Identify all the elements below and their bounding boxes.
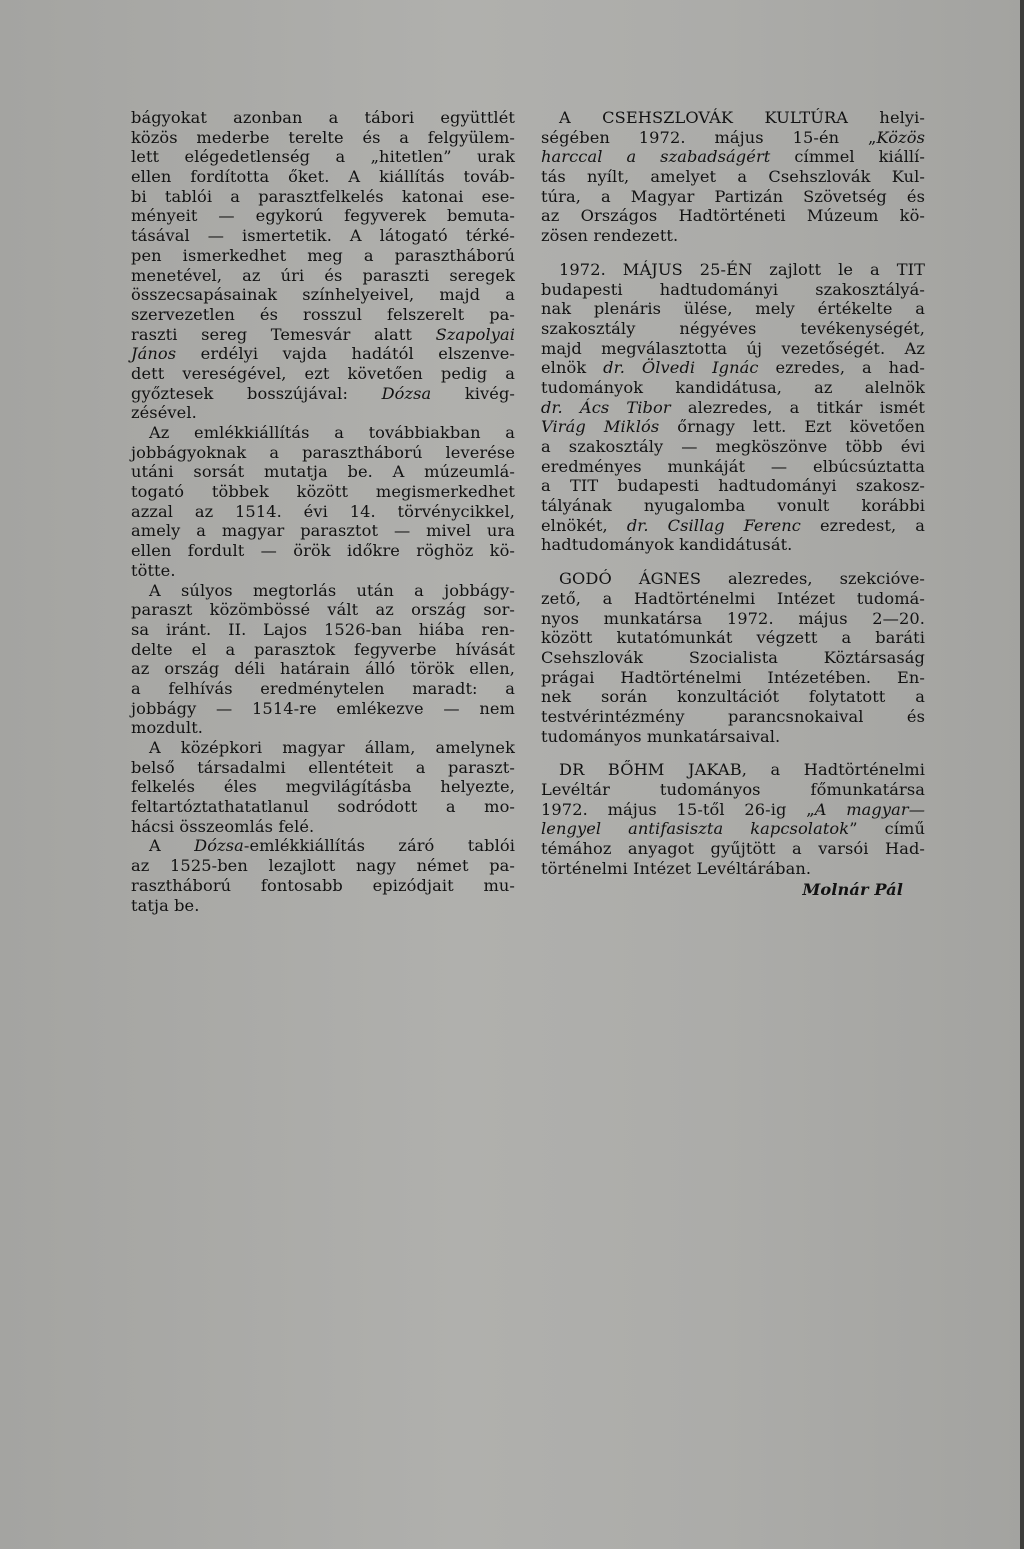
text-line: harccal a szabadságért címmel kiállí-	[541, 147, 925, 167]
text-line: témához anyagot gyűjtött a varsói Had-	[541, 839, 925, 859]
text-line: utáni sorsát mutatja be. A múzeumlá-	[131, 462, 515, 482]
text-line: lett elégedetlenség a „hitetlen” urak	[131, 147, 515, 167]
text-line: a szakosztály — megköszönve több évi	[541, 437, 925, 456]
text-line: felkelés éles megvilágításba helyezte,	[131, 777, 515, 797]
text-line: prágai Hadtörténelmi Intézetében. En-	[541, 667, 925, 687]
text-line: az ország déli határain álló török ellen,	[131, 659, 515, 679]
text-line: tudományok kandidátusa, az alelnök	[541, 377, 925, 397]
text-line: jobbágyoknak a parasztháború leverése	[131, 442, 515, 462]
text-line: történelmi Intézet Levéltárában.	[541, 858, 812, 878]
text-line: feltartóztathatatlanul sodródott a mo-	[131, 797, 515, 817]
text-line: dett vereségével, ezt követően pedig a	[131, 363, 515, 383]
text-line: togató többek között megismerkedhet	[131, 482, 515, 502]
text-line: raszti sereg Temesvár alatt Szapolyai	[131, 324, 515, 344]
text-line: dr. Ács Tibor alezredes, a titkár ismét	[541, 397, 925, 417]
page-edge	[1020, 0, 1024, 1549]
text-line: jobbágy — 1514-re emlékezve — nem	[131, 698, 515, 718]
text-line: majd megválasztotta új vezetőségét. Az	[541, 338, 925, 358]
text-line: tudományos munkatársaival.	[541, 726, 781, 746]
text-line: budapesti hadtudományi szakosztályá-	[541, 279, 925, 299]
text-line: elnök dr. Ölvedi Ignác ezredes, a had-	[541, 358, 925, 378]
text-line: nek során konzultációt folytatott a	[541, 687, 925, 707]
text-line: hácsi összeomlás felé.	[131, 816, 315, 836]
text-line: testvérintézmény parancsnokaival és	[541, 706, 925, 726]
text-line: GODÓ ÁGNES alezredes, szekcióve-	[559, 569, 925, 589]
text-line: a felhívás eredménytelen maradt: a	[131, 678, 515, 698]
text-line: 1972. május 15-től 26-ig „A magyar—	[541, 799, 926, 819]
text-line: Levéltár tudományos főmunkatársa	[541, 780, 925, 799]
text-line: az Országos Hadtörténeti Múzeum kö-	[541, 206, 925, 226]
text-line: János erdélyi vajda hadától elszenve-	[131, 344, 515, 364]
text-line: nyos munkatársa 1972. május 2—20.	[541, 608, 925, 628]
text-line: ellen fordította őket. A kiállítás továb-	[131, 167, 515, 187]
text-line: delte el a parasztok fegyverbe hívását	[131, 639, 515, 659]
text-line: amely a magyar parasztot — mivel ura	[131, 521, 515, 541]
paragraph-gap	[541, 555, 925, 569]
text-line: lengyel antifasiszta kapcsolatok” című	[541, 819, 925, 839]
text-line: bi tablói a parasztfelkelés katonai ese-	[131, 186, 515, 206]
text-line: szakosztály négyéves tevékenységét,	[541, 318, 925, 338]
text-line: tályának nyugalomba vonult korábbi	[541, 496, 925, 516]
text-line: a TIT budapesti hadtudományi szakosz-	[541, 476, 925, 496]
author-signature: Molnár Pál	[802, 880, 903, 900]
text-line: sa iránt. II. Lajos 1526-ban hiába ren-	[131, 619, 515, 639]
text-line: tás nyílt, amelyet a Csehszlovák Kul-	[541, 167, 925, 187]
text-line: pen ismerkedhet meg a parasztháború	[131, 245, 515, 265]
text-line: összecsapásainak színhelyeivel, majd a	[131, 285, 515, 305]
text-line: elnökét, dr. Csillag Ferenc ezredest, a	[541, 515, 926, 535]
text-line: belső társadalmi ellentéteit a paraszt-	[131, 757, 515, 777]
text-line: zető, a Hadtörténelmi Intézet tudomá-	[541, 588, 925, 608]
text-line: nak plenáris ülése, mely értékelte a	[541, 299, 925, 319]
left-column	[131, 108, 515, 915]
text-line: Az emlékkiállítás a továbbiakban a	[149, 423, 515, 442]
text-line: tatja be.	[131, 895, 200, 915]
paragraph-gap	[541, 246, 925, 260]
text-line: DR BŐHM JAKAB, a Hadtörténelmi	[559, 760, 925, 780]
text-line: menetével, az úri és paraszti seregek	[131, 265, 515, 285]
text-line: A súlyos megtorlás után a jobbágy-	[149, 580, 515, 600]
text-line: bágyokat azonban a tábori együttlét	[131, 108, 515, 127]
text-line: paraszt közömbössé vált az ország sor-	[131, 600, 515, 620]
text-line: Csehszlovák Szocialista Köztársaság	[541, 647, 925, 667]
text-line: között kutatómunkát végzett a baráti	[541, 628, 925, 648]
text-line: A CSEHSZLOVÁK KULTÚRA helyi-	[559, 108, 925, 127]
text-line: hadtudományok kandidátusát.	[541, 535, 793, 555]
text-line: zésével.	[131, 403, 197, 423]
text-line: tásával — ismertetik. A látogató térké-	[131, 226, 515, 246]
text-line: közös mederbe terelte és a felgyülem-	[131, 127, 515, 147]
text-line: az 1525-ben lezajlott nagy német pa-	[131, 856, 515, 876]
text-line: A középkori magyar állam, amelynek	[149, 738, 515, 757]
text-line: eredményes munkáját — elbúcsúztatta	[541, 456, 925, 476]
text-line: ményeit — egykorú fegyverek bemuta-	[131, 206, 515, 226]
paragraph-gap	[541, 746, 925, 760]
text-line: A Dózsa-emlékkiállítás záró tablói	[149, 836, 515, 856]
text-line: rasztháború fontosabb epizódjait mu-	[131, 875, 515, 895]
text-line: 1972. MÁJUS 25-ÉN zajlott le a TIT	[559, 259, 925, 279]
text-line: szervezetlen és rosszul felszerelt pa-	[131, 304, 515, 324]
text-line: ségében 1972. május 15-én „Közös	[541, 127, 925, 147]
text-line: ellen fordult — örök időkre röghöz kö-	[131, 541, 515, 561]
text-line: Virág Miklós őrnagy lett. Ezt követően	[541, 417, 925, 437]
text-line: azzal az 1514. évi 14. törvénycikkel,	[131, 501, 515, 521]
text-line: zösen rendezett.	[541, 226, 679, 246]
right-column	[541, 108, 925, 900]
text-line: győztesek bosszújával: Dózsa kivég-	[131, 383, 515, 403]
text-line: túra, a Magyar Partizán Szövetség és	[541, 186, 925, 206]
text-line: tötte.	[131, 560, 176, 580]
text-line: mozdult.	[131, 718, 204, 738]
